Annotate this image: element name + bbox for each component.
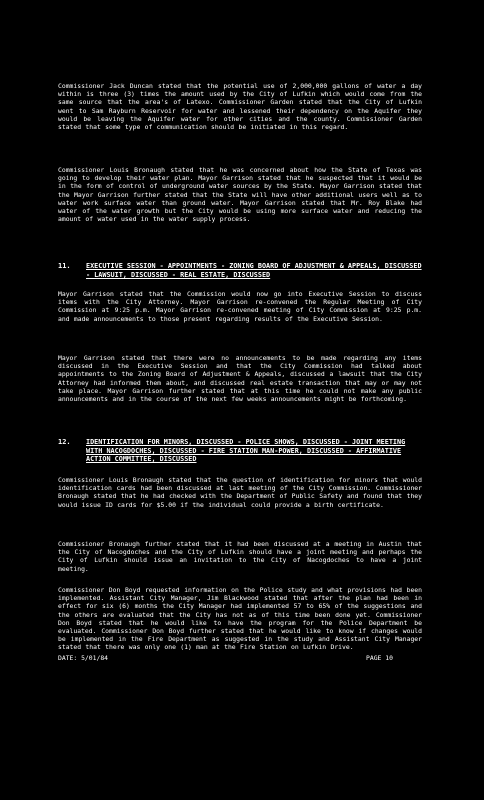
paragraph-executive-session: Mayor Garrison stated that the Commission would now go into Executive Session to discuss items with the City Attorney. Mayor Garrison re-convened the Regular Meeting of City Commission at 9:25 p.m. Mayor Garrison re-convened meeting of City Commission at 9:25 p.m. and made announcements to those present regarding results of the Executive Session. [58, 290, 422, 323]
paragraph-joint-meeting: Commissioner Bronaugh further stated that it had been discussed at a meeting in Austin that the City of Nacogdoches and the City of Lufkin should have a joint meeting and perhaps the City of Lufkin should issue an invitation to the City of Nacogdoches to have a joint meeting. [58, 540, 422, 573]
paragraph-state-water-plan: Commissioner Louis Bronaugh stated that he was concerned about how the State of Texas was going to develop their water plan. Mayor Garrison stated that he suspected that it would be in the form of control of underground water sources by the State. Mayor Garrison stated that the Mayor Garrison further stated that the State will have other additional users well as to water work surface water than ground water. Mayor Garrison stated that Mr. Roy Blake had water of the water growth but the City would be using more surface water and reducing the amount of water used in the water supply process. [58, 166, 422, 224]
footer-date: DATE: 5/01/84 [58, 654, 109, 662]
paragraph-police-study: Commissioner Don Boyd requested information on the Police study and what provisions had been implemented. Assistant City Manager, Jim Blackwood stated that after the plan had been in effect for six (6) months the City Manager had implemented 57 to 65% of the suggestions and the others are evaluated that the City has not as of this time been done yet. Commissioner Don Boyd stated that he would like to have the program for the Police Department be evaluated. Commissioner Don Boyd further stated that he would like to know if changes would be implemented in the Fire Department as suggested in the study and Assistant City Manager stated that there was only one (1) man at the Fire Station on Lufkin Drive. [58, 586, 422, 652]
item-number-12: 12. [58, 438, 71, 446]
paragraph-water-supply: Commissioner Jack Duncan stated that the potential use of 2,000,000 gallons of water a day within is three (3) times the amount used by the City of Lufkin which would come from the same source that the area's of Latexo. Commissioner Garden stated that the City of Lufkin went to Sam Rayburn Reservoir for water and lessened their dependency on the Aquifer they would be leaving the Aquifer water for other cities and the county. Commissioner Garden stated that some type of communication should be initiated in this regard. [58, 82, 422, 132]
paragraph-executive-results: Mayor Garrison stated that there were no announcements to be made regarding any items discussed in the Executive Session and that the City Commission had talked about appointments to the Zoning Board of Adjustment & Appeals, discussed a lawsuit that the City Attorney had informed them about, and discussed real estate transaction that may or may not take place. Mayor Garrison further stated that at this time he could not make any public announcements and in the course of the next few weeks announcements might be forthcoming. [58, 354, 422, 404]
item-heading-identification-minors: IDENTIFICATION FOR MINORS, DISCUSSED - POLICE SHOWS, DISCUSSED - JOINT MEETING WITH NACOGDOCHES, DISCUSSED - FIRE STATION MAN-POWER, DISCUSSED - AFFIRMATIVE ACTION COMMITTEE, DISCUSSED [86, 438, 406, 464]
paragraph-identification-cards: Commissioner Louis Bronaugh stated that the question of identification for minors that would identification cards had been discussed at last meeting of the City Commission. Commissioner Bronaugh stated that he had checked with the Department of Public Safety and found that they would issue ID cards for $5.00 if the individual could provide a birth certificate. [58, 476, 422, 509]
item-heading-executive-session: EXECUTIVE SESSION - APPOINTMENTS - ZONING BOARD OF ADJUSTMENT & APPEALS, DISCUSSED - LAWSUIT, DISCUSSED - REAL ESTATE, DISCUSSED [86, 262, 422, 279]
item-number-11: 11. [58, 262, 71, 270]
footer-page: PAGE 10 [366, 654, 393, 662]
